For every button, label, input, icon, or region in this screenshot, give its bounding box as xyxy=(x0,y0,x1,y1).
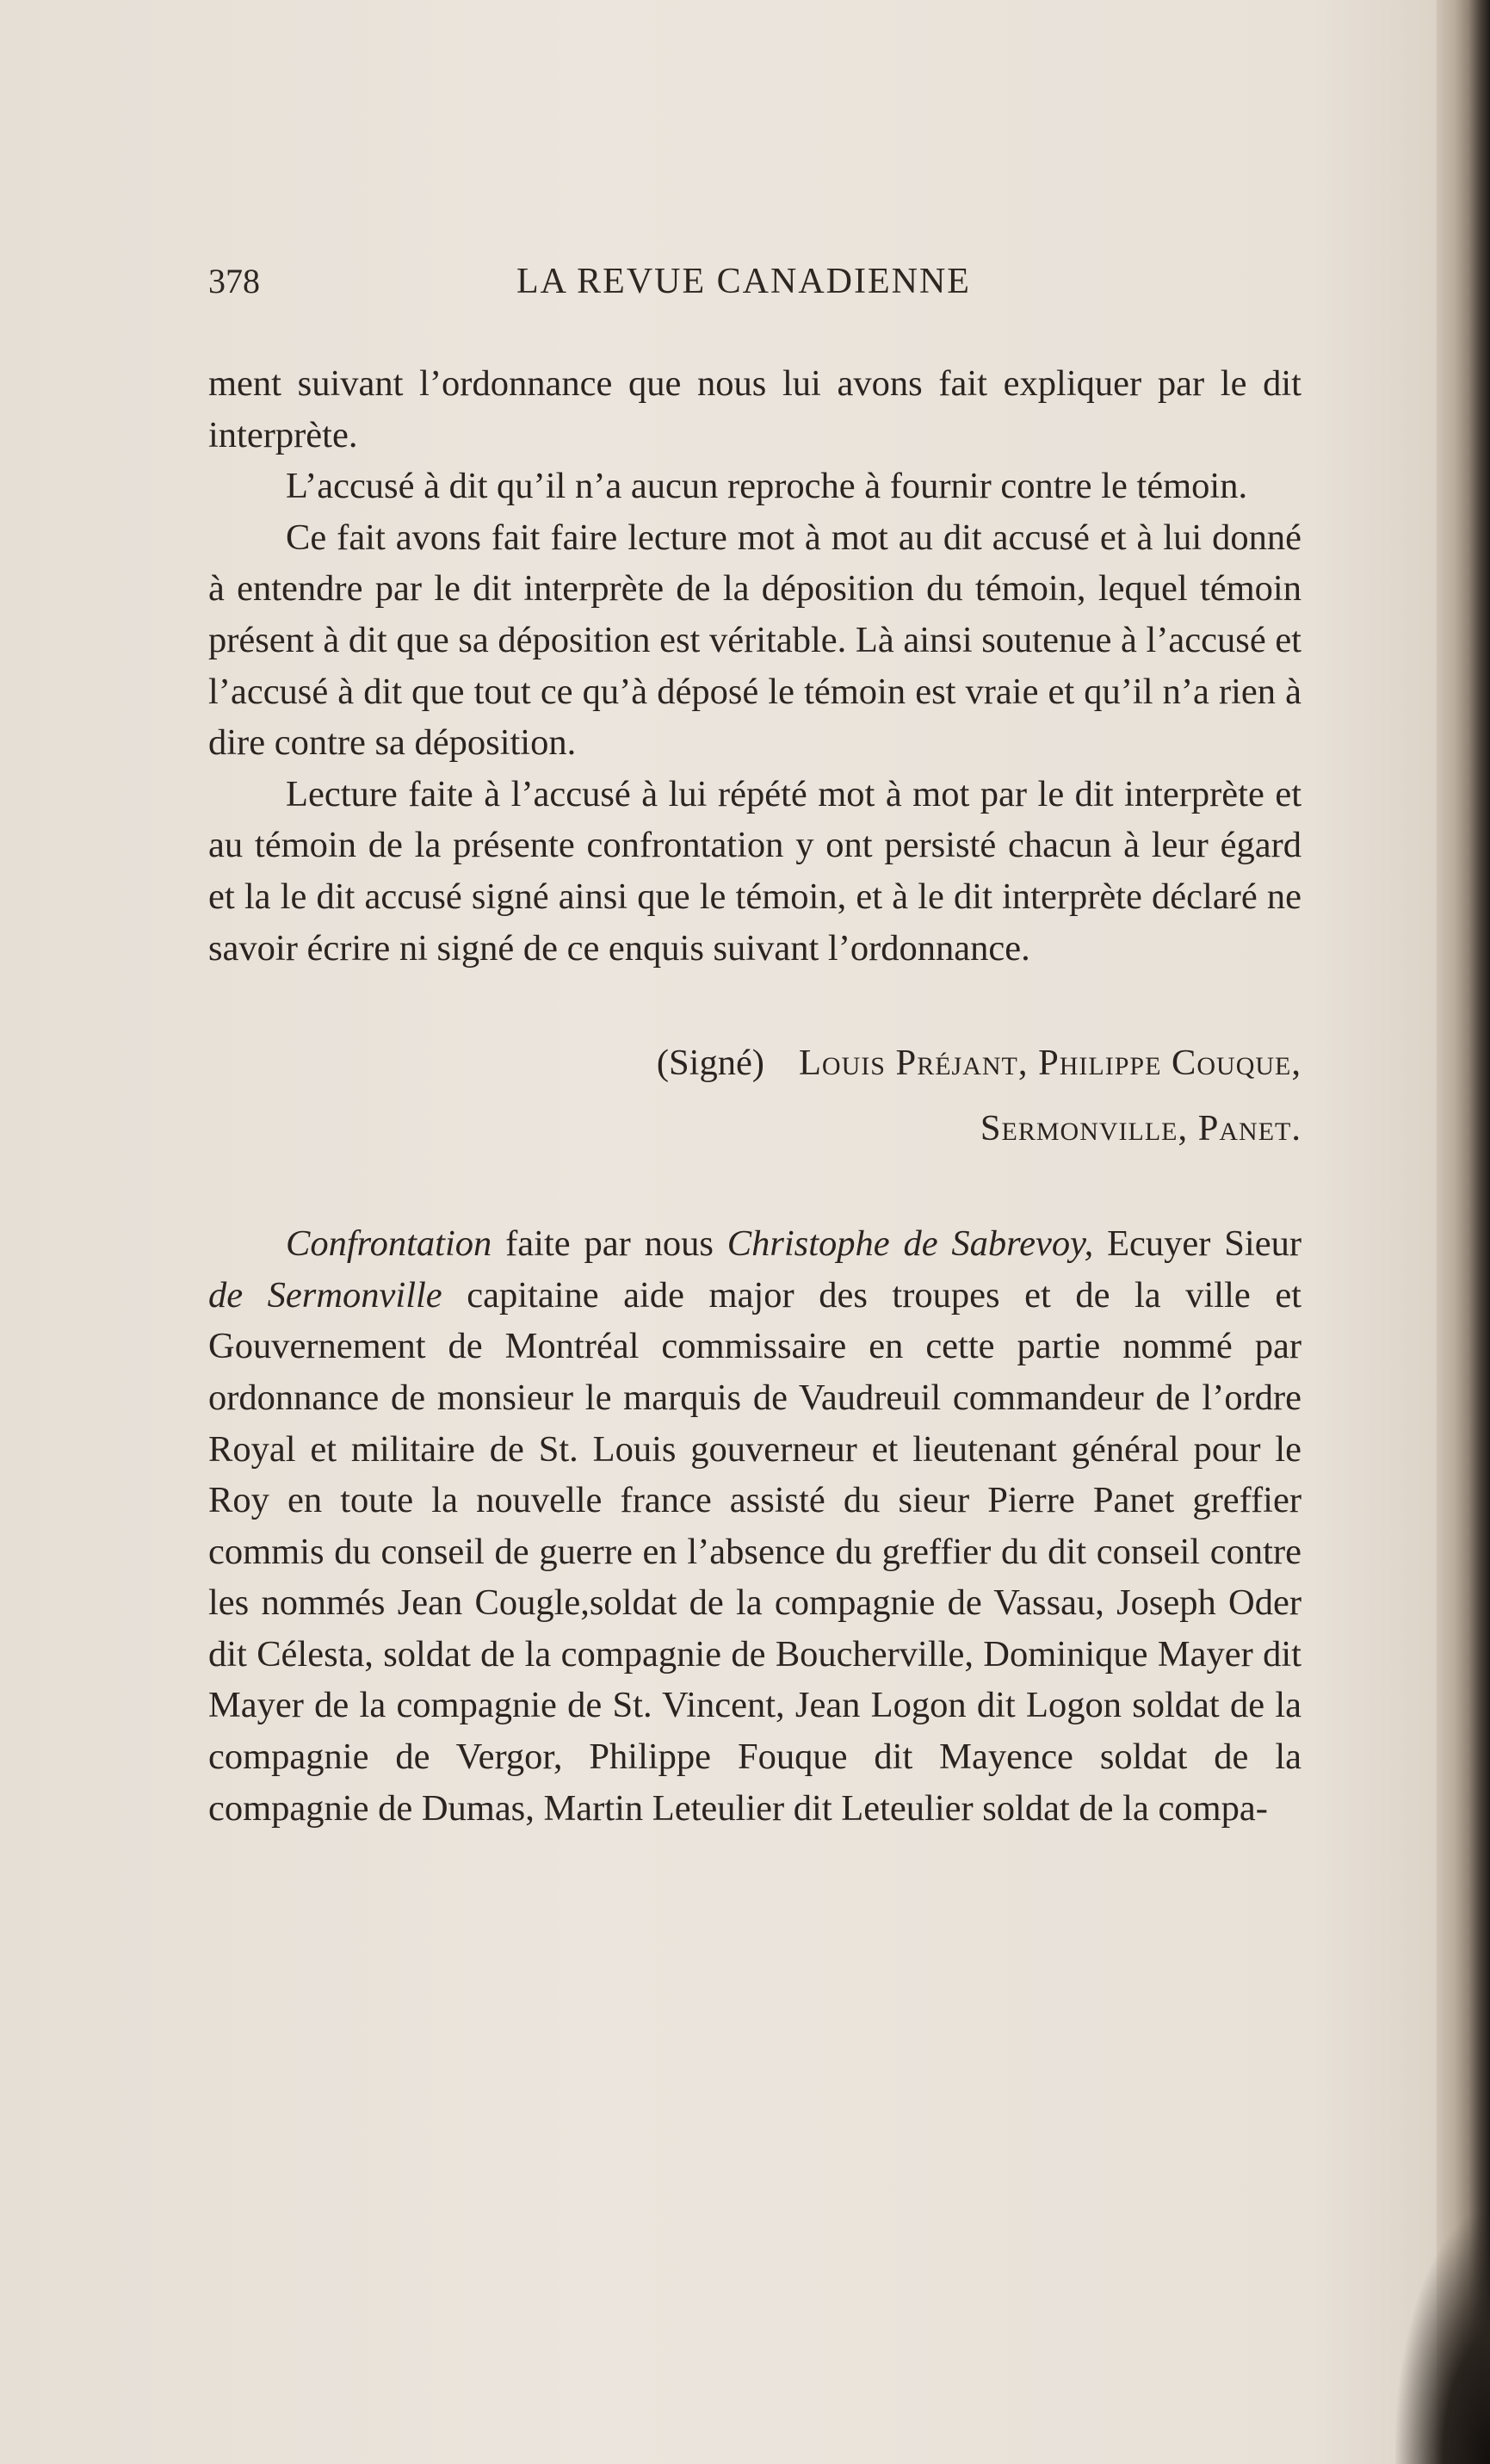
running-title: LA REVUE CANADIENNE xyxy=(516,262,971,301)
paragraph-reading: Ce fait avons fait faire lecture mot à mot au dit accusé et à lui donné à entendre par le dit interprète de la déposition du témoin, lequel témoin présent à dit que sa déposition est véritable. Là ainsi soutenue à l’accusé et l’accusé à dit que tout ce qu’à déposé le témoin est vraie et qu’il n’a rien à dire contre sa déposition. xyxy=(208,517,1301,764)
confrontation-text-2: Ecuyer Sieur xyxy=(1093,1223,1301,1265)
confrontation-text-1: faite par nous xyxy=(492,1223,727,1265)
paragraph-lecture: Lecture faite à l’accusé à lui répété mot à mot par le dit interprète et au témoin de la présente confrontation y ont persisté chacun à leur égard et la le dit accusé signé ainsi que le témoin, et à le dit interprète déclaré ne savoir écrire ni signé de ce enquis suivant l’ordonnance. xyxy=(208,773,1301,969)
page-corner-shadow xyxy=(1395,2214,1490,2464)
confrontation-text-3: capitaine aide major des troupes et de la ville et Gouvernement de Montréal commissaire en cette partie nommé par ordonnance de monsieur le marquis de Vaudreuil commandeur de l’ordre Royal et militaire de St. Louis gouverneur et lieutenant général pour le Roy en toute la nouvelle france assisté du sieur Pierre Panet greffier commis du conseil de guerre en l’absence du greffier du dit conseil contre les nommés Jean Cougle,soldat de la compagnie de Vassau, Joseph Oder dit Célesta, soldat de la compagnie de Boucherville, Dominique Mayer dit Mayer de la compagnie de St. Vincent, Jean Logon dit Logon soldat de la compagnie de Vergor, Philippe Fouque dit Mayence soldat de la compagnie de Dumas, Martin Leteulier dit Leteulier soldat de la compa- xyxy=(208,1274,1301,1829)
page-header xyxy=(208,251,1301,312)
signature-line-1 xyxy=(208,1031,1301,1096)
page-body xyxy=(208,358,1301,1834)
confrontation-name: Christophe de Sabrevoy, xyxy=(726,1223,1094,1265)
signature-names-1: Louis Préjant, Philippe Couque, xyxy=(798,1043,1301,1084)
book-gutter xyxy=(1437,0,1490,2464)
paragraph-continuation: ment suivant l’ordonnance que nous lui avons fait expliquer par le dit interprète. xyxy=(208,363,1301,455)
confrontation-place: de Sermonville xyxy=(208,1274,442,1316)
paragraph-accused-statement: L’accusé à dit qu’il n’a aucun reproche à fournir contre le témoin. xyxy=(286,466,1248,507)
signature-block xyxy=(208,974,1301,1218)
page-number: 378 xyxy=(208,262,260,300)
signature-label: (Signé) xyxy=(656,1043,764,1084)
paragraph-confrontation xyxy=(208,1218,1301,1834)
signature-names-2: Sermonville, Panet. xyxy=(980,1108,1301,1149)
confrontation-lead: Confrontation xyxy=(286,1223,492,1265)
